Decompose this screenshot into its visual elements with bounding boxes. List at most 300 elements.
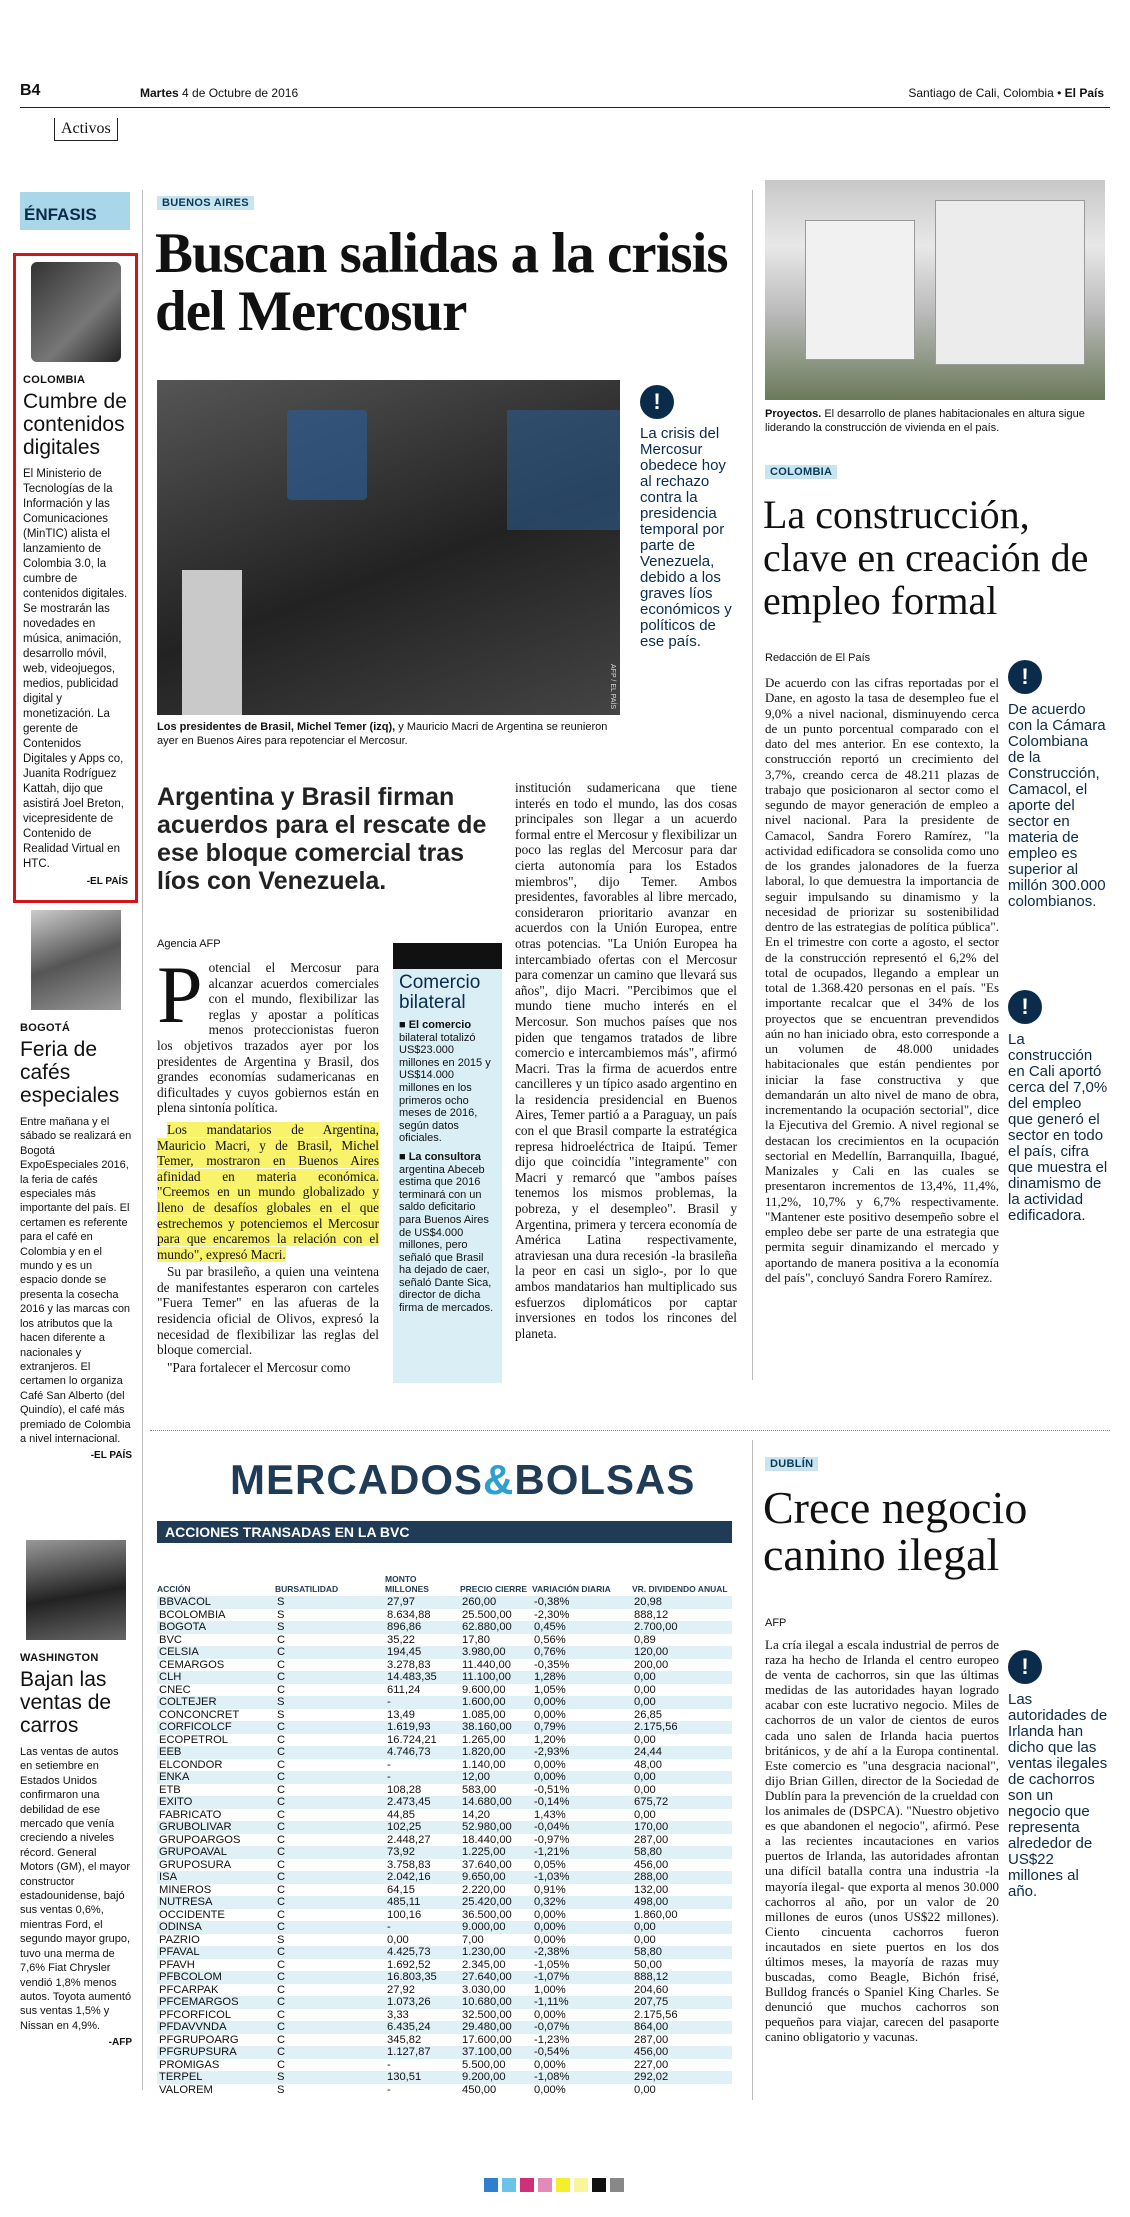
table-row (157, 1959, 732, 1972)
table-cell: C (275, 1996, 385, 2009)
table-cell: 44,85 (387, 1808, 415, 1821)
table-cell: -0,38% (532, 1596, 632, 1609)
podium-emblem (287, 410, 367, 500)
table-cell: 24,44 (632, 1746, 732, 1759)
bvc-headers (157, 1560, 732, 1596)
item-kicker: COLOMBIA (23, 374, 86, 386)
table-cell: 17.600,00 (462, 2033, 512, 2046)
table-cell: S (275, 1621, 385, 1634)
table-cell: BOGOTA (157, 1621, 275, 1634)
table-row (157, 2046, 732, 2059)
table-cell: C (277, 1783, 286, 1796)
table-cell: 0,00 (634, 1783, 656, 1796)
building-2 (935, 200, 1085, 365)
table-cell: C (275, 1871, 385, 1884)
table-cell: 3.030,00 (462, 1983, 506, 1996)
item-signature: -EL PAÍS (90, 1450, 132, 1462)
table-cell: 14.483,35 (385, 1671, 460, 1684)
table-cell: 1.085,00 (462, 1708, 506, 1721)
table-row (157, 1946, 732, 1959)
table-cell: -1,08% (532, 2071, 632, 2084)
table-cell: EXITO (157, 1796, 275, 1809)
table-row (157, 1734, 732, 1747)
car-photo (26, 1540, 126, 1640)
table-cell: 0,00 (632, 1696, 732, 1709)
table-row (157, 1871, 732, 1884)
table-cell: 32.500,00 (462, 2008, 512, 2021)
table-cell: PFBCOLOM (157, 1971, 275, 1984)
table-cell: 108,28 (387, 1783, 422, 1796)
construccion-pull-2: La construcción en Cali aportó cerca del 7,0% del empleo que generó el sector en todo el país, cifra que muestra el dinamismo de la actividad edificadora. (1008, 1031, 1108, 1224)
table-cell: 456,00 (632, 2046, 732, 2059)
table-cell: 0,00 (634, 1808, 656, 1821)
table-row (157, 1909, 732, 1922)
paragraph: Su par brasileño, a quien una veintena de manifestantes esperaron con carteles "Fuera Temer" en las afueras de la residencia oficial de Olivos, expresó la necesidad de flexibilizar las reglas del bloque comercial. (157, 1264, 379, 1358)
table-cell: 27,92 (387, 1983, 415, 1996)
table-cell: 17,80 (462, 1633, 490, 1646)
backdrop-sign (507, 410, 620, 530)
table-cell: 1,43% (534, 1808, 566, 1821)
table-cell: 1.073,26 (385, 1996, 460, 2009)
paragraph: otencial el Mercosur para alcanzar acuerdos comerciales con el mundo, flexibilizar las reglas y apostar a políticas menos proteccionistas fueron los objetivos trazados ayer por los presidentes de Argentina y Brasil, dos grandes economías sudamericanas en dificultades y cuyos gobiernos están en plena sintonía política. (157, 960, 379, 1116)
table-cell: MINEROS (159, 1883, 212, 1896)
table-cell: 58,80 (632, 1846, 732, 1859)
enfasis-item-3 (20, 1540, 132, 2048)
item-text: Las ventas de autos en setiembre en Estados Unidos confirmaron una debilidad de ese mercado que venía creciendo a niveles récord. General Motors (GM), el mayor constructor estadounidense, bajó sus ventas 0,6%, mientras Ford, el segundo mayor grupo, tuvo una merma de 7,6% Fiat Chrysler vendió 1,8% menos autos. Toyota aumentó sus ventas 1,5% y Nissan en 4,9%. (20, 1746, 132, 2032)
table-cell: 204,60 (634, 1983, 669, 1996)
table-cell: 6.435,24 (385, 2021, 460, 2034)
table-row (157, 1609, 732, 1622)
table-cell: PFCORFICOL (159, 2008, 232, 2021)
table-cell: C (275, 1971, 385, 1984)
col-header: VR. DIVIDENDO ANUAL (632, 1584, 728, 1594)
table-cell: 12,00 (460, 1771, 532, 1784)
table-cell: 0,00% (534, 1933, 566, 1946)
exclamation-icon: ! (1008, 990, 1042, 1024)
table-cell: S (275, 1696, 385, 1709)
table-cell: C (277, 1883, 286, 1896)
table-cell: 227,00 (634, 2058, 669, 2071)
enfasis-item-2 (20, 910, 132, 1461)
col-header: VARIACIÓN DIARIA (532, 1584, 611, 1594)
presidents-photo (157, 380, 620, 715)
item-title: Bajan las ventas de carros (20, 1668, 112, 1737)
table-cell: EEB (157, 1746, 275, 1759)
table-cell: NUTRESA (157, 1896, 275, 1909)
table-cell: 0,00 (634, 1683, 656, 1696)
table-row (157, 1884, 732, 1897)
table-cell: GRUBOLIVAR (157, 1821, 275, 1834)
table-cell: 9.600,00 (462, 1683, 506, 1696)
date-day: Martes (140, 86, 179, 100)
table-cell: - (385, 1696, 460, 1709)
table-row (157, 1634, 732, 1647)
table-cell: - (387, 2058, 391, 2071)
table-cell: ETB (159, 1783, 181, 1796)
dublin-pull: Las autoridades de Irlanda han dicho que las ventas ilegales de cachorros son un negocio que representa alrededor de US$22 millones al año. (1008, 1691, 1108, 1900)
bvc-bar: ACCIONES TRANSADAS EN LA BVC (157, 1521, 732, 1543)
table-cell: S (277, 1608, 285, 1621)
table-cell: PFGRUPSURA (157, 2046, 275, 2059)
table-cell: PROMIGAS (159, 2058, 220, 2071)
table-row (157, 2084, 732, 2097)
table-cell: - (385, 1921, 460, 1934)
table-row (157, 1784, 732, 1797)
table-cell: 2.448,27 (387, 1833, 431, 1846)
table-cell: COLTEJER (157, 1696, 275, 1709)
table-cell: 0,91% (534, 1883, 566, 1896)
table-cell: 0,00% (532, 1696, 632, 1709)
table-cell: PFGRUPOARG (159, 2033, 239, 2046)
table-cell: C (275, 1796, 385, 1809)
table-cell: 64,15 (387, 1883, 415, 1896)
table-cell: CONCONCRET (159, 1708, 240, 1721)
color-swatch (538, 2178, 552, 2192)
section-name: Activos (54, 118, 118, 141)
table-cell: 9.650,00 (460, 1871, 532, 1884)
section-divider (150, 1430, 1110, 1431)
table-cell: 287,00 (634, 1833, 669, 1846)
table-cell: 27.640,00 (460, 1971, 532, 1984)
table-cell: 35,22 (387, 1633, 415, 1646)
table-cell: PFCARPAK (159, 1983, 219, 1996)
table-cell: 0,00% (534, 1708, 566, 1721)
table-cell: PFAVAL (157, 1946, 275, 1959)
table-cell: BBVACOL (157, 1596, 275, 1609)
table-cell: 7,00 (462, 1933, 484, 1946)
table-row (157, 1996, 732, 2009)
table-cell: -0,97% (534, 1833, 570, 1846)
table-cell: 485,11 (385, 1896, 460, 1909)
table-cell: 675,72 (632, 1796, 732, 1809)
table-cell: 450,00 (462, 2083, 497, 2096)
table-cell: 207,75 (632, 1996, 732, 2009)
main-col-1 (157, 949, 379, 1377)
table-cell: 0,00% (532, 1921, 632, 1934)
table-row (157, 2071, 732, 2084)
table-cell: -2,93% (532, 1746, 632, 1759)
item-kicker: WASHINGTON (20, 1652, 99, 1664)
table-cell: PFCEMARGOS (157, 1996, 275, 2009)
table-cell: 2.700,00 (632, 1621, 732, 1634)
table-cell: 1,00% (534, 1983, 566, 1996)
table-row (157, 1821, 732, 1834)
table-cell: 583,00 (462, 1783, 497, 1796)
table-cell: 0,05% (534, 1858, 566, 1871)
table-cell: 10.680,00 (460, 1996, 532, 2009)
table-cell: 0,56% (534, 1633, 566, 1646)
box-heading: El comercio (408, 1019, 472, 1031)
table-cell: VALOREM (159, 2083, 213, 2096)
table-cell: 2.042,16 (385, 1871, 460, 1884)
exclamation-icon: ! (1008, 660, 1042, 694)
table-cell: 1.230,00 (460, 1946, 532, 1959)
table-cell: C (277, 1633, 286, 1646)
dropcap: P (157, 949, 203, 1040)
table-cell: 2.175,56 (634, 2008, 678, 2021)
table-cell: 1.692,52 (387, 1958, 431, 1971)
caption-bold: Proyectos. (765, 408, 822, 420)
table-cell: 29.480,00 (460, 2021, 532, 2034)
main-headline: Buscan salidas a la crisis del Mercosur (155, 222, 728, 343)
table-row (157, 2009, 732, 2022)
table-cell: 1.140,00 (462, 1758, 506, 1771)
table-cell: C (277, 2058, 286, 2071)
table-cell: 0,79% (532, 1721, 632, 1734)
table-cell: 1.820,00 (460, 1746, 532, 1759)
photo-credit: AFP / EL PAÍS (609, 663, 616, 709)
table-cell: C (277, 1683, 286, 1696)
table-cell: 58,80 (632, 1946, 732, 1959)
table-cell: CLH (157, 1671, 275, 1684)
table-cell: 0,00 (634, 1933, 656, 1946)
byline: Redacción de El País (765, 652, 871, 664)
table-row (157, 1984, 732, 1997)
table-cell: 1,28% (532, 1671, 632, 1684)
table-cell: 26,85 (634, 1708, 662, 1721)
table-cell: 1.860,00 (634, 1908, 678, 1921)
table-cell: 48,00 (634, 1758, 662, 1771)
item-text: Entre mañana y el sábado se realizará en Bogotá ExpoEspeciales 2016, la feria de cafés especiales más importante del país. El certamen es referente para el café en Colombia y en el mundo y es un espacio donde se presenta la cosecha 2016 y las marcas con los atributos que la hacen diferente a nacionales y extranjeros. El certamen lo organiza Café San Alberto (del Quindío), el café más premiado de Colombia a nivel internacional. (20, 1116, 132, 1445)
table-cell: S (277, 1933, 285, 1946)
buildings-photo (765, 180, 1105, 400)
table-cell: -2,38% (532, 1946, 632, 1959)
table-cell: 11.440,00 (462, 1658, 511, 1671)
table-cell: C (277, 1808, 286, 1821)
main-col-3: institución sudamericana que tiene interés en todo el mundo, las dos cosas principales son llegar a un acuerdo formal entre el Mercosur y flexibilizar un poco las reglas del Mercosur para dar cierta autonomía para los Estados miembros", dijo Temer. Ambos presidentes, favorables al libre mercado, consideraron prioritario avanzar en acuerdos con la Unión Europea, entre otras potencias. "La Unión Europea ha intercambiado ofertas con el Mercosur para comenzar un camino que llevará sus años", dijo Macri. "Percibimos que el mundo tiene mucho interés en el Mercosur. Son muchos países que nos piden que tengamos tratados de libre comercio e intercambiemos más", afirmó Macri. Tras la firma de acuerdos entre cancilleres y un típico asado argentino en la residencia presidencial en Buenos Aires, Temer partió a a Paraguay, un país con el que Brasil comparte la estratégica represa hidroeléctrica de Itaipú. Temer dijo que coincidía "integramente" con Macri y remarcó que "ambos países tenemos los mismos problemas, la pobreza, y el desempleo". Brasil y Argentina, primera y tercera economía de América Latina respectivamente, atraviesan una dura recesión -la brasileña la peor en casi un siglo-, por lo que ambos mandatarios han multiplicado sus esfuerzos diplomáticos por captar inversiones en todos los rincones del planeta. (515, 780, 737, 1341)
table-cell: S (275, 1596, 385, 1609)
table-cell: 1.619,93 (385, 1721, 460, 1734)
paper-name: El País (1064, 86, 1104, 100)
table-cell: 18.440,00 (462, 1833, 512, 1846)
table-cell: 102,25 (385, 1821, 460, 1834)
table-cell: 1,20% (534, 1733, 566, 1746)
table-row (157, 2021, 732, 2034)
color-swatch (520, 2178, 534, 2192)
date-line (140, 86, 298, 100)
color-swatch (502, 2178, 516, 2192)
table-cell: 1.600,00 (460, 1696, 532, 1709)
table-row (157, 1759, 732, 1772)
table-cell: 16.724,21 (387, 1733, 437, 1746)
table-cell: 0,32% (532, 1896, 632, 1909)
table-cell: -1,07% (532, 1971, 632, 1984)
item-kicker: BOGOTÁ (20, 1022, 71, 1034)
table-row (157, 1696, 732, 1709)
enfasis-banner (20, 192, 130, 230)
table-cell: S (277, 2083, 285, 2096)
main-pullquote: La crisis del Mercosur obedece hoy al rechazo contra la presidencia temporal por parte de Venezuela, debido a los graves líos económicos y políticos de ese país. (640, 425, 732, 650)
table-cell: CELSIA (157, 1646, 275, 1659)
table-cell: C (275, 2046, 385, 2059)
table-cell: 20,98 (632, 1596, 732, 1609)
item-title: Cumbre de contenidos digitales (23, 390, 127, 459)
table-cell: OCCIDENTE (159, 1908, 225, 1921)
table-cell: CORFICOLCF (157, 1721, 275, 1734)
col-header: ACCIÓN (157, 1584, 191, 1594)
highlighted-paragraph: Los mandatarios de Argentina, Mauricio Macri, y de Brasil, Michel Temer, mostraron en Buenos Aires afinidad en materia económica. "Creemos en un mundo globalizado y lleno de desafíos globales en el que estrechemos y potenciemos el Mercosur para que encaremos la relación con el mundo", expresó Macri. (157, 1121, 379, 1262)
table-row (157, 1834, 732, 1847)
table-row (157, 1921, 732, 1934)
table-cell: 1,05% (534, 1683, 566, 1696)
dublin-headline: Crece negocio canino ilegal (763, 1482, 1028, 1580)
table-cell: C (277, 1758, 286, 1771)
table-cell: -0,14% (532, 1796, 632, 1809)
table-cell: -0,07% (532, 2021, 632, 2034)
table-row (157, 1746, 732, 1759)
table-row (157, 1596, 732, 1609)
table-cell: S (275, 2071, 385, 2084)
table-cell: 194,45 (385, 1646, 460, 1659)
table-cell: -1,21% (532, 1846, 632, 1859)
table-cell: -1,05% (534, 1958, 570, 1971)
table-cell: 2.220,00 (462, 1883, 506, 1896)
table-cell: 0,00% (534, 1908, 566, 1921)
table-cell: 3.758,83 (387, 1858, 431, 1871)
column-rule (752, 190, 753, 1380)
photo-caption (765, 407, 1105, 435)
table-cell: - (387, 2083, 391, 2096)
enfasis-label: ÉNFASIS (24, 205, 97, 224)
construccion-text: De acuerdo con las cifras reportadas por el Dane, en agosto la tasa de desempleo fue el 9,0% a nivel nacional, disminuyendo cerca de un punto porcentual comparado con el dato del mes anterior. En ese contexto, la construcción reportó un crecimiento del 3,7%, creando cerca de 48.211 plazas de trabajo que posicionaron al sector como el segundo de mayor generación de empleo a nivel nacional. Para la presidente de Camacol, Sandra Forero Ramírez, "la actividad edificadora se consolida como uno de los grandes jalonadores de la fuerza laboral, lo que demuestra la importancia de seguir impulsando su dinamismo y la necesidad de priorizar su sostenibilidad dentro de las estrategias de política pública". En el trimestre con corte a agosto, el sector de la construcción representó el 6,2% del total de ocupados, llegando a emplear un total de 1.368.420 personas en el país. "Es importante recalcar que el 34% de los proyectos que se encuentran prevendidos aún no han iniciado obra, esto corresponde a un volumen de 48.000 unidades habitacionales que están pendientes por iniciar la fase constructiva y que demandarán un alto nivel de mano de obra, incrementando la ocupación sectorial", dice la Ejecutiva del Gremio. A nivel regional se destacan los crecimientos en la ocupación sectorial en Medellín, Barranquilla, Ibagué, Manizales y Cali en las cuales se presentaron incrementos de 13,4%, 11,4%, 11,2%, 10,7% y 6,7% respectivamente. "Mantener este positivo desempeño sobre el empleo debe ser parte de una estrategia que permita seguir dinamizando el mercado y aportando de manera positiva a la economía del país", concluyó Sandra Forero Ramírez. (765, 675, 999, 1285)
color-swatch (484, 2178, 498, 2192)
table-cell: C (277, 1908, 286, 1921)
table-cell: 8.634,88 (387, 1608, 431, 1621)
box-text: bilateral totalizó US$23.000 millones en 2015 y US$14.000 millones en los primeros ocho meses de 2016, según datos oficiales. (399, 1031, 491, 1145)
lectern (182, 570, 242, 715)
table-row (157, 1971, 732, 1984)
table-cell: 100,16 (387, 1908, 422, 1921)
table-cell: 37.640,00 (462, 1858, 512, 1871)
table-cell: 292,02 (632, 2071, 732, 2084)
column-rule (142, 190, 143, 2090)
item-title: Feria de cafés especiales (20, 1038, 120, 1107)
paragraph: "Para fortalecer el Mercosur como (167, 1359, 351, 1375)
table-row (157, 1771, 732, 1784)
table-row (157, 1671, 732, 1684)
table-cell: 888,12 (632, 1971, 732, 1984)
table-cell: C (275, 1671, 385, 1684)
bvc-table (157, 1596, 732, 2096)
table-cell: 456,00 (634, 1858, 669, 1871)
table-cell: 16.803,35 (385, 1971, 460, 1984)
table-cell: 0,00 (634, 2083, 656, 2096)
table-cell: C (275, 1896, 385, 1909)
table-cell: C (277, 1733, 286, 1746)
table-row (157, 1659, 732, 1672)
box-item-2: ■ La consultora argentina Abeceb estima que 2016 terminará con un saldo deficitario para Buenos Aires de US$4.000 millones, pero señaló que Brasil ha dejado de caer, señaló Dante Sica, director de dicha firma de mercados. (399, 1150, 494, 1315)
table-cell: 896,86 (385, 1621, 460, 1634)
table-cell: 1.265,00 (462, 1733, 506, 1746)
item-signature: -AFP (108, 2037, 132, 2049)
table-cell: 27,97 (385, 1596, 460, 1609)
table-cell: C (275, 1821, 385, 1834)
page-header (20, 82, 1110, 108)
table-row (157, 1896, 732, 1909)
table-cell: BVC (159, 1633, 183, 1646)
table-cell: -2,30% (534, 1608, 570, 1621)
table-cell: 11.100,00 (460, 1671, 532, 1684)
table-cell: 9.000,00 (460, 1921, 532, 1934)
table-cell: 3.980,00 (460, 1646, 532, 1659)
dublin-kicker: DUBLÍN (765, 1457, 818, 1471)
table-cell: 170,00 (632, 1821, 732, 1834)
table-cell: 5.500,00 (462, 2058, 506, 2071)
table-cell: 288,00 (632, 1871, 732, 1884)
coffee-photo (31, 910, 121, 1010)
table-cell: -0,54% (532, 2046, 632, 2059)
table-cell: 25.500,00 (462, 1608, 512, 1621)
table-cell: 2.175,56 (632, 1721, 732, 1734)
exclamation-icon: ! (640, 385, 674, 419)
table-cell: - (387, 1758, 391, 1771)
table-cell: C (277, 1658, 286, 1671)
table-cell: CNEC (159, 1683, 191, 1696)
table-cell: 2.473,45 (385, 1796, 460, 1809)
table-cell: BCOLOMBIA (159, 1608, 226, 1621)
table-cell: ELCONDOR (159, 1758, 223, 1771)
table-cell: 200,00 (634, 1658, 669, 1671)
color-swatch (592, 2178, 606, 2192)
bvc-table-wrap (157, 1560, 732, 2096)
col-header: MONTO MILLONES (385, 1574, 429, 1594)
table-cell: -1,03% (532, 1871, 632, 1884)
table-cell: 345,82 (387, 2033, 422, 2046)
column-rule (752, 1440, 753, 2100)
table-cell: C (277, 2008, 286, 2021)
dublin-text: La cría ilegal a escala industrial de perros de raza ha hecho de Irlanda el centro europeo de venta de cachorros, sin que las últimas medidas de las autoridades hayan logrado acabar con este lucrativo negocio. Miles de cachorros de un valor de cientos de euros cada uno salen de Irlanda hacia puertos británicos, y de ahí a la Europa continental. Este comercio es "una desgracia nacional", dijo Brian Gillen, director de la Sociedad de Dublín para la prevención de la crueldad con los animales de (DSPCA). "Nuestro objetivo es que abandonen el negocio", afirmó. Pese a las recientes incautaciones en varios puertos de Irlanda, las autoridades afrontan una difícil batalla contra una industria -la mayoría ilegal- que exporta al menos 30.000 cachorros al año, por un valor de 20 millones de euros (unos US$22 millones). Ciento cincuenta cachorros fueron incautados en siete puertos en los dos últimos meses, la mayoría de razas muy buscadas, como Beagle, Bichón frisé, Bulldog francés o Spaniel King Charles. Se denunció que muchos cachorros son pequeños para viajar, carecen del pasaporte canino obligatorio y vacunas. (765, 1637, 999, 2045)
color-swatch (610, 2178, 624, 2192)
table-cell: FABRICATO (159, 1808, 222, 1821)
table-cell: -1,23% (534, 2033, 570, 2046)
table-cell: PFDAVVNDA (157, 2021, 275, 2034)
table-cell: 0,00% (534, 2083, 566, 2096)
table-cell: C (277, 1983, 286, 1996)
table-cell: 130,51 (385, 2071, 460, 2084)
title-part-b: BOLSAS (514, 1456, 696, 1503)
enfasis-item-1 (13, 253, 138, 903)
table-cell: 132,00 (634, 1883, 669, 1896)
table-cell: 1.127,87 (385, 2046, 460, 2059)
construccion-kicker: COLOMBIA (765, 465, 837, 479)
table-row (157, 1709, 732, 1722)
table-cell: 0,00% (534, 2058, 566, 2071)
table-row (157, 2059, 732, 2072)
table-cell: C (275, 1921, 385, 1934)
table-cell: C (277, 1833, 286, 1846)
table-cell: 0,45% (532, 1621, 632, 1634)
table-cell: ENKA (157, 1771, 275, 1784)
table-cell: 0,00% (534, 2008, 566, 2021)
table-cell: -0,04% (532, 1821, 632, 1834)
byline: AFP (765, 1617, 787, 1629)
col-header: BURSATILIDAD (275, 1584, 339, 1594)
table-cell: 52.980,00 (460, 1821, 532, 1834)
table-cell: 120,00 (632, 1646, 732, 1659)
table-row (157, 1846, 732, 1859)
place: Santiago de Cali, Colombia (908, 86, 1054, 100)
table-cell: 14.680,00 (460, 1796, 532, 1809)
table-cell: C (277, 1958, 286, 1971)
caption-text: y Mauricio Macri de Argentina se reunieron ayer en Buenos Aires para repotenciar el Mercosur. (157, 721, 608, 747)
table-cell: 888,12 (634, 1608, 669, 1621)
page-number: B4 (20, 82, 41, 99)
caption-bold: Los presidentes de Brasil, Michel Temer (izq), (157, 721, 396, 733)
table-cell: 73,92 (385, 1846, 460, 1859)
table-cell: 4.425,73 (385, 1946, 460, 1959)
table-cell: 260,00 (460, 1596, 532, 1609)
table-cell: PFAVH (159, 1958, 195, 1971)
